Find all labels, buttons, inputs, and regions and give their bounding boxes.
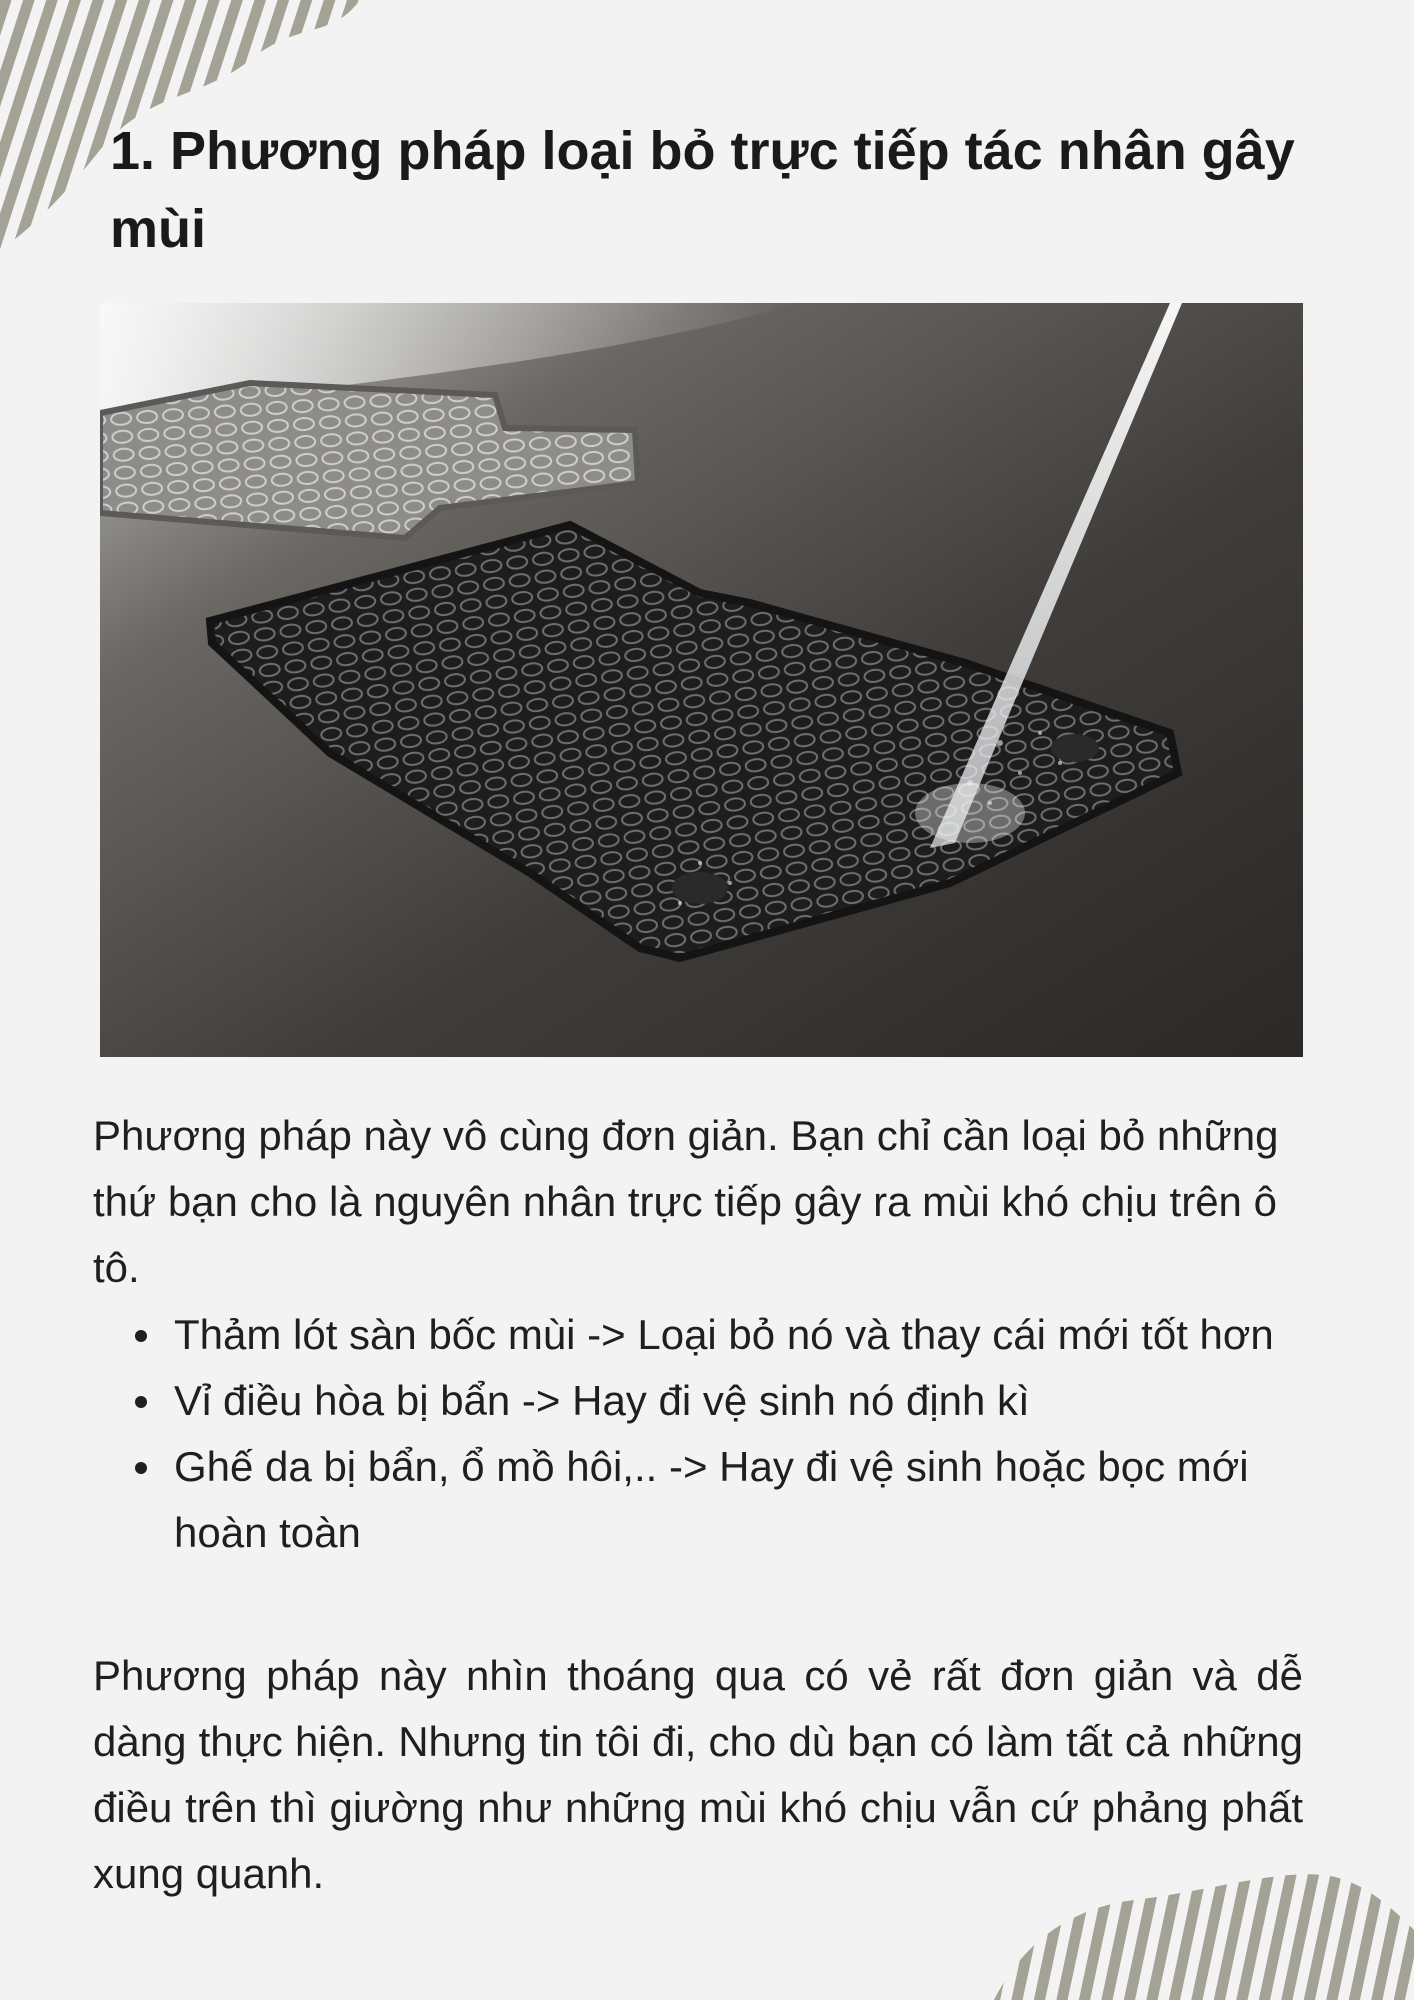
car-floor-mat-washing-photo: [100, 303, 1303, 1057]
list-item-text: Vỉ điều hòa bị bẩn -> Hay đi vệ sinh nó định kì: [174, 1377, 1030, 1424]
list-item: [93, 1368, 1303, 1434]
tips-list: [93, 1302, 1303, 1566]
list-item: [93, 1434, 1303, 1566]
list-item: [93, 1302, 1303, 1368]
bottom-right-stripe-decoration: [994, 1870, 1414, 2000]
section-heading: 1. Phương pháp loại bỏ trực tiếp tác nhân gây mùi: [110, 121, 1295, 259]
closing-paragraph: Phương pháp này nhìn thoáng qua có vẻ rất đơn giản và dễ dàng thực hiện. Nhưng tin tôi đi, cho dù bạn có làm tất cả những điều trên thì giường như những mùi khó chịu vẫn cứ phảng phất xung quanh.: [93, 1652, 1303, 1897]
bullet-dot: [135, 1396, 147, 1408]
list-item-text: Ghế da bị bẩn, ổ mồ hôi,.. -> Hay đi vệ sinh hoặc bọc mới hoàn toàn: [174, 1443, 1249, 1556]
list-item-text: Thảm lót sàn bốc mùi -> Loại bỏ nó và thay cái mới tốt hơn: [174, 1311, 1274, 1358]
intro-paragraph: Phương pháp này vô cùng đơn giản. Bạn chỉ cần loại bỏ những thứ bạn cho là nguyên nhân trực tiếp gây ra mùi khó chịu trên ô tô.: [93, 1112, 1279, 1291]
bullet-dot: [135, 1330, 147, 1342]
bullet-dot: [135, 1462, 147, 1474]
